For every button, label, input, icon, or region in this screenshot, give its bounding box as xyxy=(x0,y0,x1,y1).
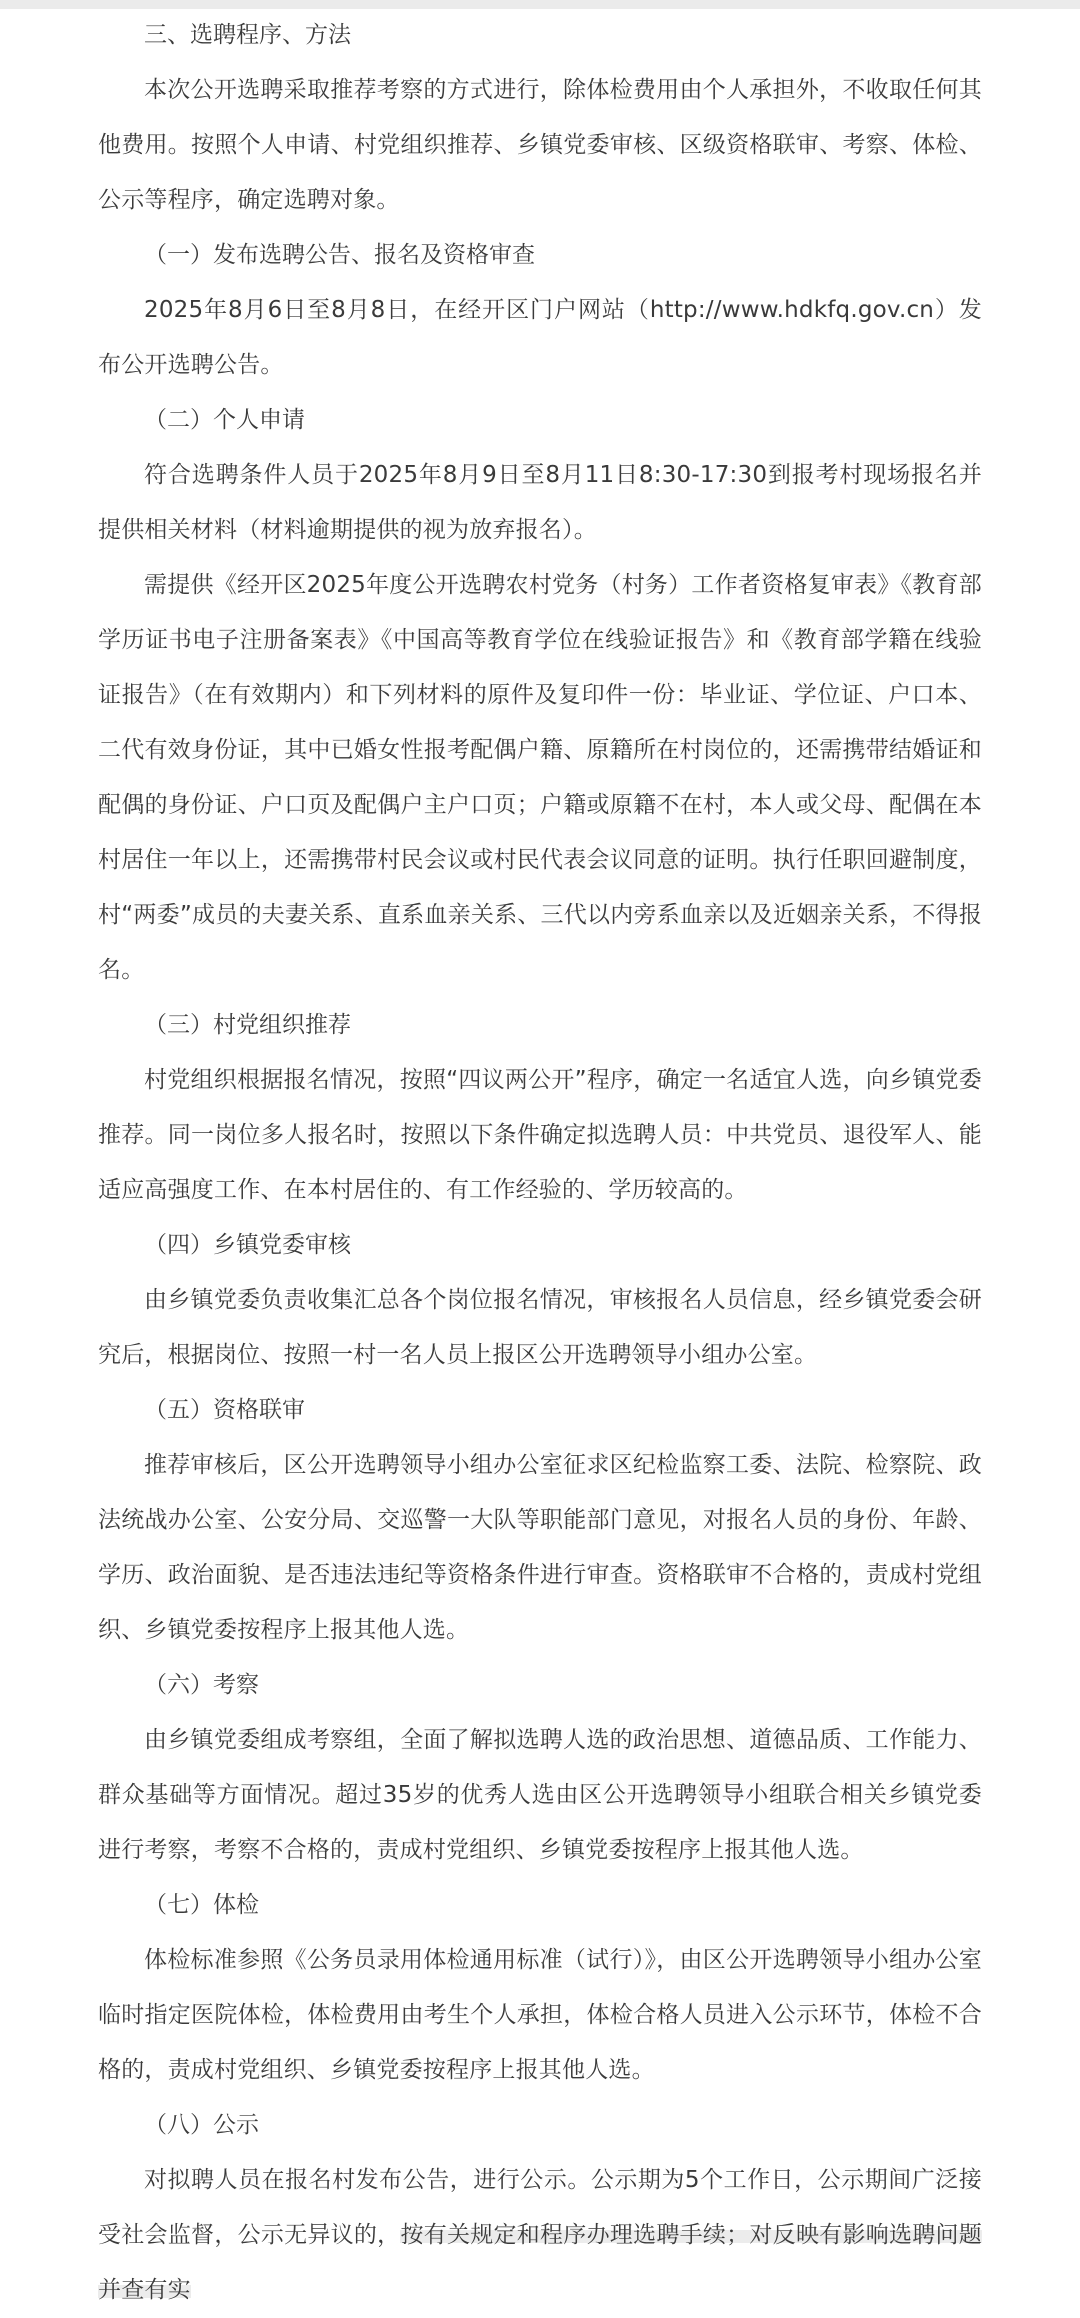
paragraph-text: 对拟聘人员在报名村发布公告，进行公示。公示期为5个工作日，公示期间广泛接受社会监督，公示无异议的， xyxy=(98,2167,982,2248)
section-heading: 三、选聘程序、方法 xyxy=(144,22,351,48)
section-heading: （八）公示 xyxy=(144,2112,259,2138)
paragraph: 需提供《经开区2025年度公开选聘农村党务（村务）工作者资格复审表》《教育部学历证书电子注册备案表》《中国高等教育学位在线验证报告》和《教育部学籍在线验证报告》（在有效期内）和下列材料的原件及复印件一份：毕业证、学位证、户口本、二代有效身份证，其中已婚女性报考配偶户籍、原籍所在村岗位的，还需携带结婚证和配偶的身份证、户口页及配偶户主户口页；户籍或原籍不在村，本人或父母、配偶在本村居住一年以上，还需携带村民会议或村民代表会议同意的证明。执行任职回避制度，村“两委”成员的夫妻关系、直系血亲关系、三代以内旁系血亲以及近姻亲关系，不得报名。 xyxy=(98,572,982,983)
highlighted-text: 按有关规定和程序办理选聘手续；对反映有影响选聘问题并查有实 xyxy=(98,2222,983,2303)
paragraph: 体检标准参照《公务员录用体检通用标准（试行）》，由区公开选聘领导小组办公室临时指定医院体检，体检费用由考生个人承担，体检合格人员进入公示环节，体检不合格的，责成村党组织、乡镇党委按程序上报其他人选。 xyxy=(98,1947,982,2083)
paragraph: 由乡镇党委组成考察组，全面了解拟选聘人选的政治思想、道德品质、工作能力、群众基础等方面情况。超过35岁的优秀人选由区公开选聘领导小组联合相关乡镇党委进行考察，考察不合格的，责成村党组织、乡镇党委按程序上报其他人选。 xyxy=(98,1727,982,1863)
section-heading: （七）体检 xyxy=(144,1892,259,1918)
section-heading: （二）个人申请 xyxy=(144,407,305,433)
paragraph: 本次公开选聘采取推荐考察的方式进行，除体检费用由个人承担外，不收取任何其他费用。按照个人申请、村党组织推荐、乡镇党委审核、区级资格联审、考察、体检、公示等程序，确定选聘对象。 xyxy=(98,77,982,213)
section-heading: （四）乡镇党委审核 xyxy=(144,1232,351,1258)
section-heading: （三）村党组织推荐 xyxy=(144,1012,351,1038)
section-heading: （一）发布选聘公告、报名及资格审查 xyxy=(144,242,535,268)
paragraph: 由乡镇党委负责收集汇总各个岗位报名情况，审核报名人员信息，经乡镇党委会研究后，根据岗位、按照一村一名人员上报区公开选聘领导小组办公室。 xyxy=(98,1287,982,1368)
paragraph-public-notice xyxy=(98,2153,982,2318)
section-heading: （五）资格联审 xyxy=(144,1397,305,1423)
paragraph: 2025年8月6日至8月8日，在经开区门户网站（http://www.hdkfq.gov.cn）发布公开选聘公告。 xyxy=(98,297,982,378)
paragraph: 推荐审核后，区公开选聘领导小组办公室征求区纪检监察工委、法院、检察院、政法统战办公室、公安分局、交巡警一大队等职能部门意见，对报名人员的身份、年龄、学历、政治面貌、是否违法违纪等资格条件进行审查。资格联审不合格的，责成村党组织、乡镇党委按程序上报其他人选。 xyxy=(98,1452,982,1643)
paragraph: 村党组织根据报名情况，按照“四议两公开”程序，确定一名适宜人选，向乡镇党委推荐。同一岗位多人报名时，按照以下条件确定拟选聘人员：中共党员、退役军人、能适应高强度工作、在本村居住的、有工作经验的、学历较高的。 xyxy=(98,1067,982,1203)
article-body xyxy=(98,8,982,2318)
paragraph: 符合选聘条件人员于2025年8月9日至8月11日8:30-17:30到报考村现场报名并提供相关材料（材料逾期提供的视为放弃报名）。 xyxy=(98,462,982,543)
section-heading: （六）考察 xyxy=(144,1672,259,1698)
